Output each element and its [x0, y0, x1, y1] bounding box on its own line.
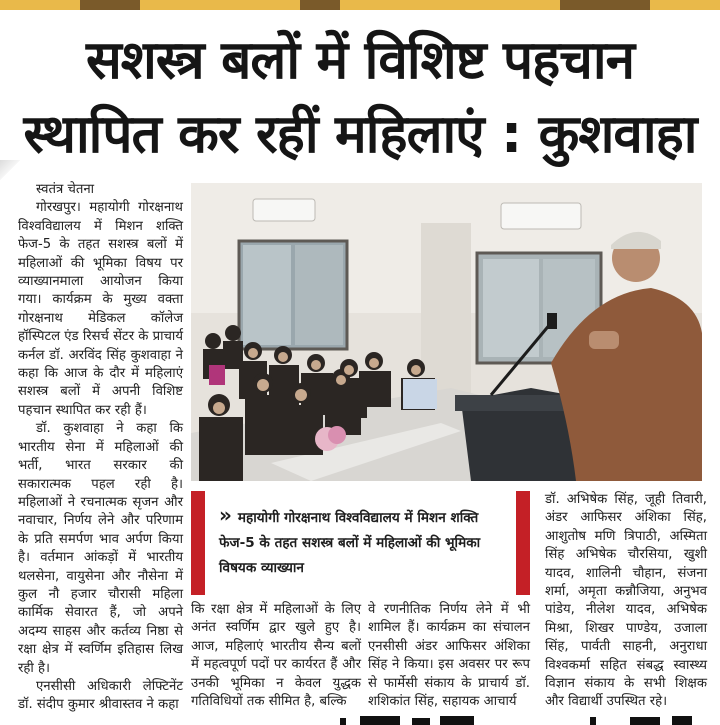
- article-paragraph: डॉ. कुशवाहा ने कहा कि भारतीय सेना में महिलाओं की भर्ती, भारत सरकार की सकारात्मक पहल रही है। महिलाओं ने रचनात्मक सृजन और नवाचार, निर्णय लेने और परिणाम के प्रति समर्पण भाव अर्पण किया है। वर्तमान आंकड़ों में भारतीय थलसेना, वायुसेना और नौसेना में कुल नौ हजार चौरासी महिला कार्मिक सेवारत हैं, जो अपने अदम्य साहस और कर्तव्य निष्ठा से रक्षा क्षेत्र में स्वर्णिम इतिहास लिख रही है।: [18, 421, 183, 676]
- middle-column-b: वे रणनीतिक निर्णय लेने में भी शामिल हैं। कार्यक्रम का संचालन एनसीसी अंडर आफिसर अंशिका सिंह ने किया। इस अवसर पर रूप से फार्मेसी संकाय के प्राचार्य डॉ. शशिकांत सिंह, सहायक आचार्य: [368, 602, 530, 710]
- headline-line-2: स्थापित कर रहीं महिलाएं : कुशवाहा: [23, 104, 697, 165]
- subheading-banner: [191, 491, 530, 595]
- left-article-column: [18, 181, 183, 715]
- banner-right-bar: [516, 491, 530, 595]
- banner-text-block: [219, 503, 509, 581]
- page-fold-corner: [0, 160, 20, 180]
- banner-left-bar: [191, 491, 205, 595]
- banner-text: महायोगी गोरक्षनाथ विश्वविद्यालय में मिशन शक्ति फेज-5 के तहत सशस्त्र बलों में महिलाओं की भूमिका विषयक व्याख्यान: [219, 510, 481, 576]
- article-paragraph: एनसीसी अधिकारी लेफ्टिनेंट डॉ. संदीप कुमार श्रीवास्तव ने कहा: [18, 678, 183, 713]
- quote-mark-icon: »: [219, 503, 232, 527]
- next-headline-fragment: [190, 712, 710, 725]
- article-paragraph: गोरखपुर। महायोगी गोरक्षनाथ विश्वविद्यालय में मिशन शक्ति फेज-5 के तहत सशस्त्र बलों में महिलाओं की भूमिका विषय पर व्याख्यानमाला आयोजन किया गया। कार्यक्रम के मुख्य वक्ता गोरक्षनाथ मेडिकल कॉलेज हॉस्पिटल एंड रिसर्च सेंटर के प्राचार्य कर्नल डॉ. अरविंद सिंह कुशवाहा ने कहा कि आज के दौर में महिलाएं सशस्त्र बलों में अपनी विशिष्ट पहचान स्थापित कर रही हैं।: [18, 200, 183, 418]
- event-photo: [191, 183, 702, 481]
- middle-column-a: कि रक्षा क्षेत्र में महिलाओं के लिए अनंत स्वर्णिम द्वार खुले हुए है। आज, महिलाएं भारतीय सैन्य बलों में महत्वपूर्ण पदों पर कार्यरत हैं और उनकी भूमिका न केवल युद्धक गतिविधियों तक सीमित है, बल्कि: [191, 602, 361, 710]
- top-color-strip: [0, 0, 720, 10]
- right-column: डॉ. अभिषेक सिंह, जूही तिवारी, अंडर आफिसर अंशिका सिंह, आशुतोष मणि त्रिपाठी, अस्मिता सिंह अभिषेक चौरसिया, खुशी यादव, शालिनी चौहान, संजना शर्मा, अमृता कन्नौजिया, अनुभव पांडेय, नीलेश यादव, अभिषेक मिश्रा, शिखर पाण्डेय, उजाला सिंह, पार्वती साहनी, अनुराधा विश्वकर्मा सहित संबद्ध स्वास्थ्य विज्ञान संकाय के सभी शिक्षक और विद्यार्थी उपस्थित रहे।: [545, 492, 707, 710]
- byline: स्वतंत्र चेतना: [36, 182, 95, 197]
- headline-line-1: सशस्त्र बलों में विशिष्ट पहचान: [85, 30, 635, 91]
